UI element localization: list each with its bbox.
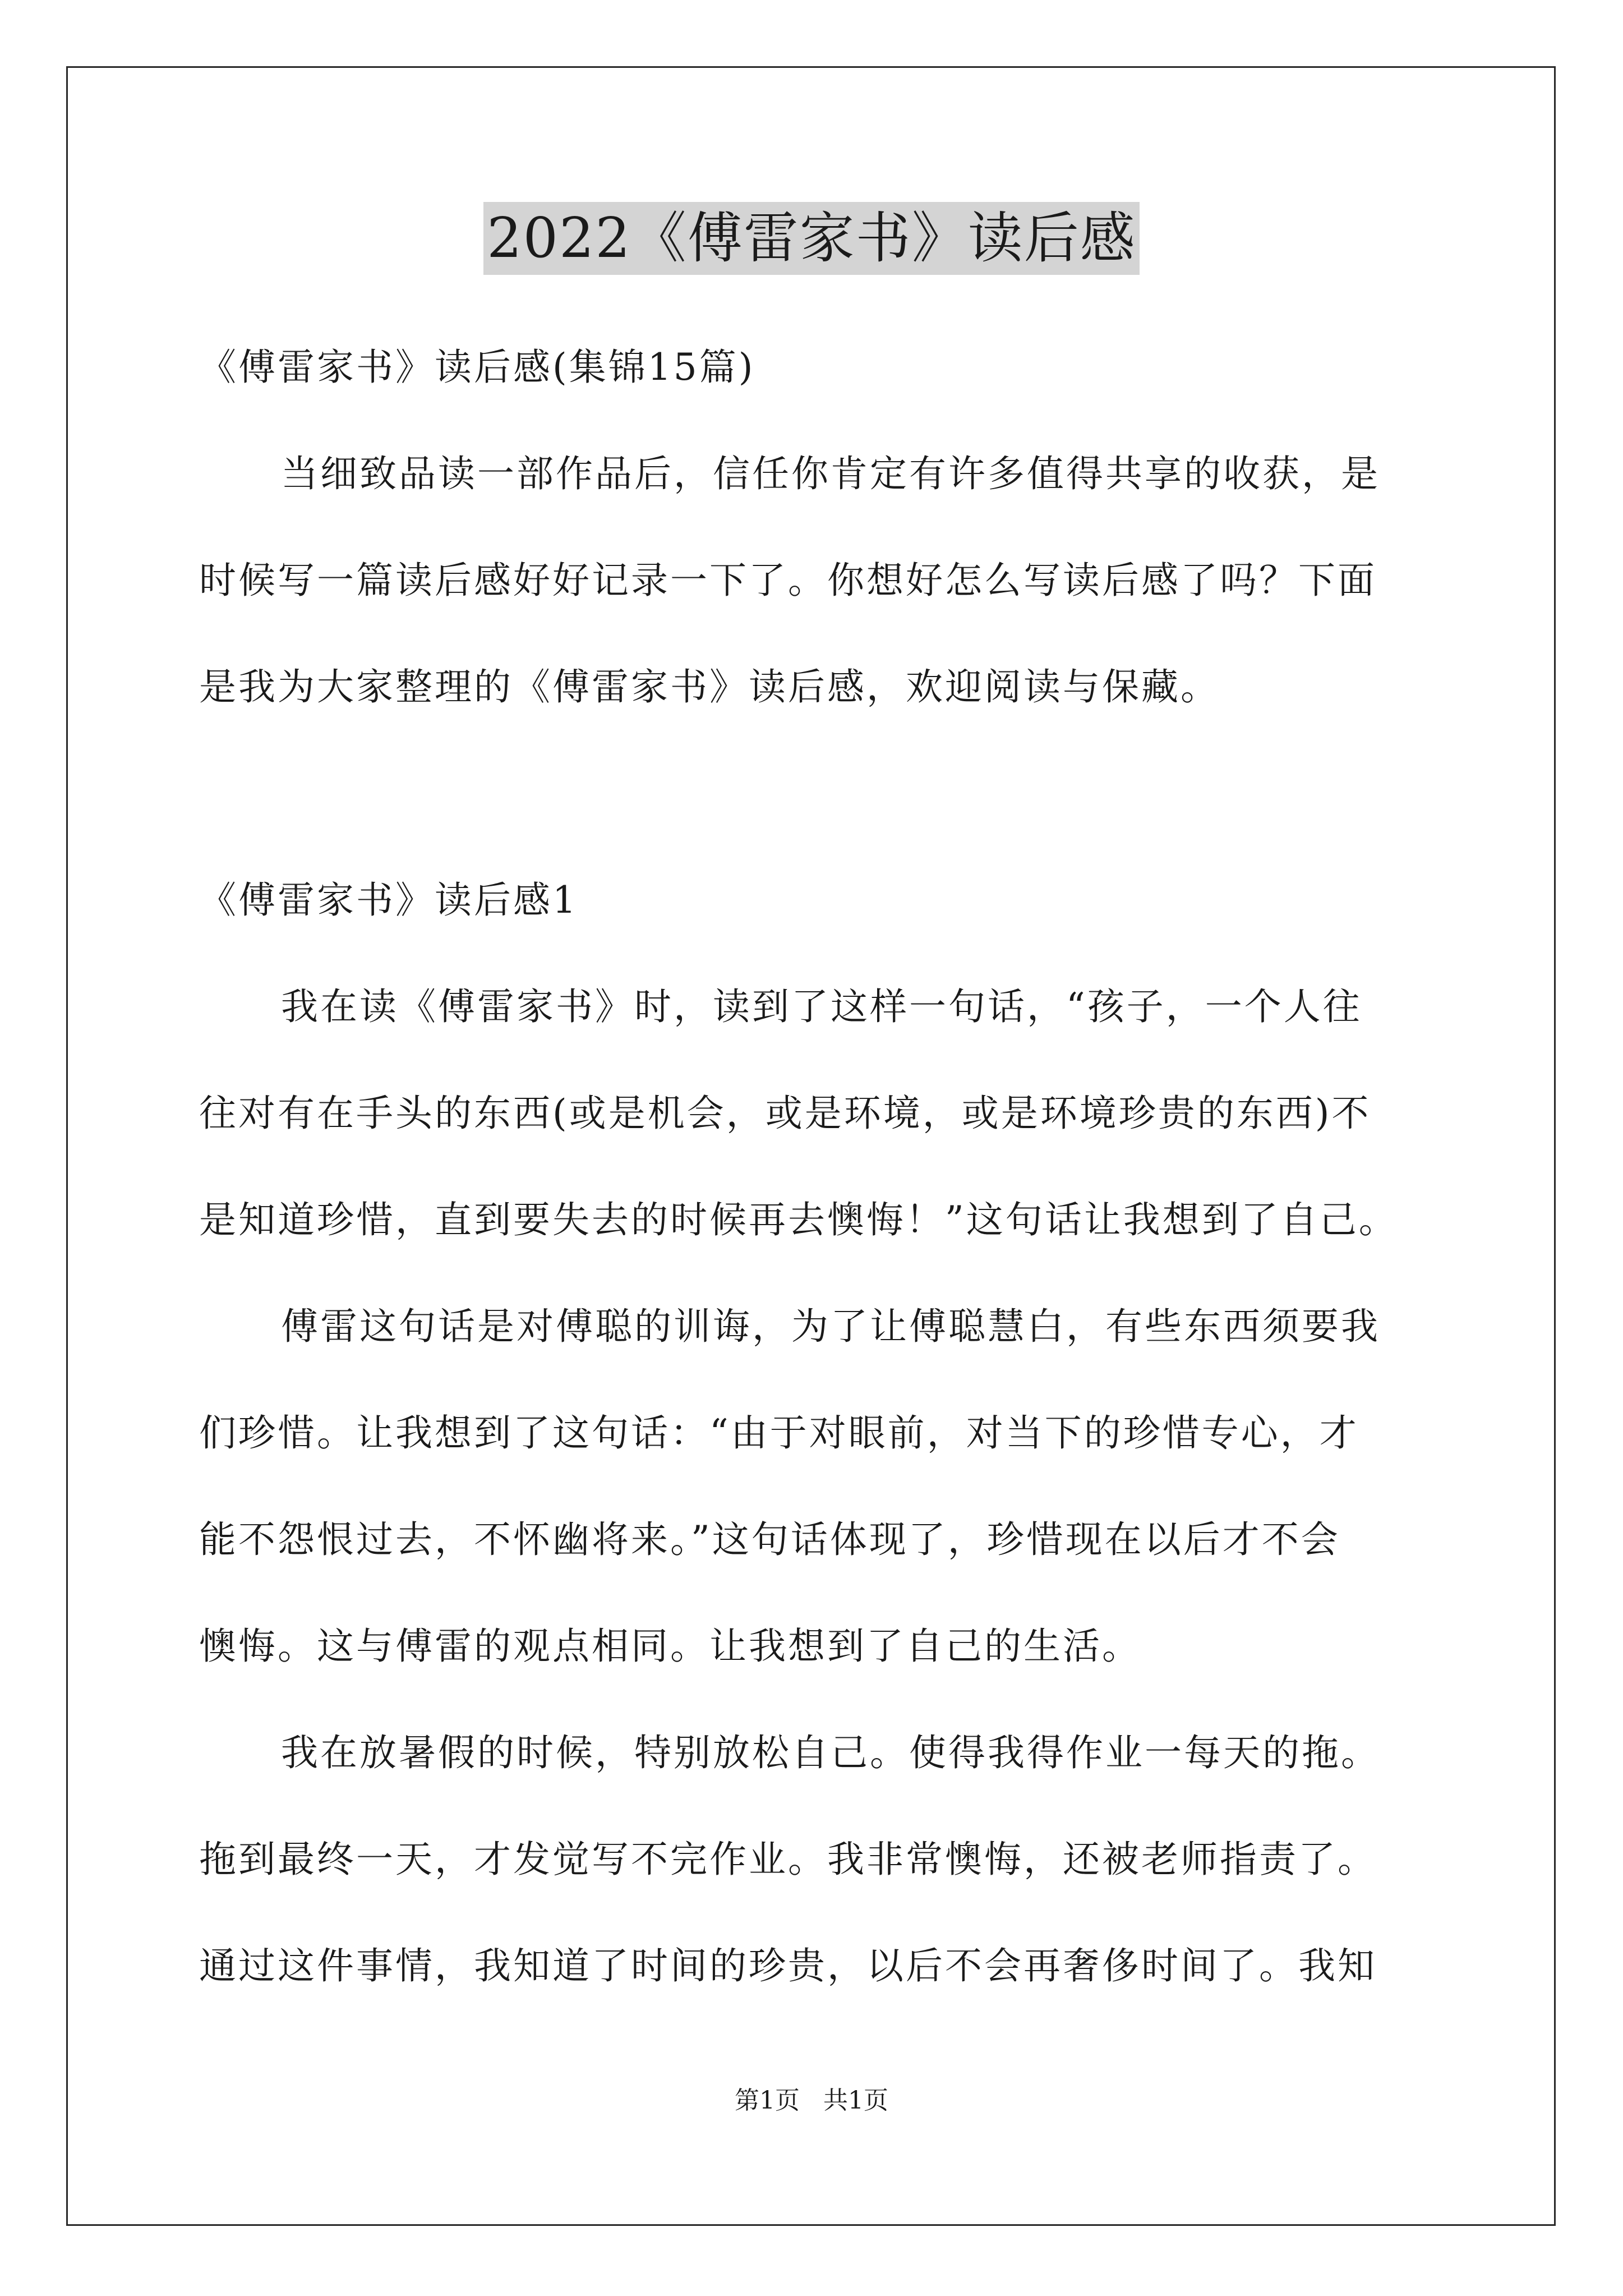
document-body [199, 314, 1438, 2019]
title-container [0, 202, 1623, 275]
document-subtitle: 《傅雷家书》读后感(集锦15篇) [199, 346, 755, 389]
paragraph-line: 往对有在手头的东西(或是机会，或是环境，或是环境珍贵的东西)不 [199, 1092, 1371, 1135]
paragraph-line: 是知道珍惜，直到要失去的时候再去懊悔！”这句话让我想到了自己。 [199, 1198, 1398, 1241]
paragraph-line: 傅雷这句话是对傅聪的训诲，为了让傅聪慧白，有些东西须要我 [281, 1305, 1380, 1348]
intro-line: 是我为大家整理的《傅雷家书》读后感，欢迎阅读与保藏。 [199, 665, 1220, 708]
intro-line: 时候写一篇读后感好好记录一下了。你想好怎么写读后感了吗？下面 [199, 559, 1377, 602]
paragraph-line: 懊悔。这与傅雷的观点相同。让我想到了自己的生活。 [199, 1625, 1141, 1668]
paragraph-line: 能不怨恨过去，不怀幽将来。”这句话体现了，珍惜现在以后才不会 [199, 1518, 1340, 1561]
paragraph-line: 拖到最终一天，才发觉写不完作业。我非常懊悔，还被老师指责了。 [199, 1838, 1377, 1881]
paragraph-line: 我在读《傅雷家书》时，读到了这样一句话，“孩子，一个人往 [281, 985, 1362, 1028]
page-footer: 第1页 共1页 [735, 2086, 888, 2115]
paragraph-line: 我在放暑假的时候，特别放松自己。使得我得作业一每天的拖。 [281, 1731, 1380, 1774]
section-spacer [199, 740, 1438, 847]
intro-line: 当细致品读一部作品后，信任你肯定有许多值得共享的收获，是 [281, 452, 1380, 495]
paragraph-line: 通过这件事情，我知道了时间的珍贵，以后不会再奢侈时间了。我知 [199, 1944, 1377, 1987]
paragraph-line: 们珍惜。让我想到了这句话：“由于对眼前，对当下的珍惜专心，才 [199, 1411, 1359, 1455]
section-heading: 《傅雷家书》读后感1 [199, 878, 578, 922]
document-title: 2022《傅雷家书》读后感 [483, 202, 1139, 275]
